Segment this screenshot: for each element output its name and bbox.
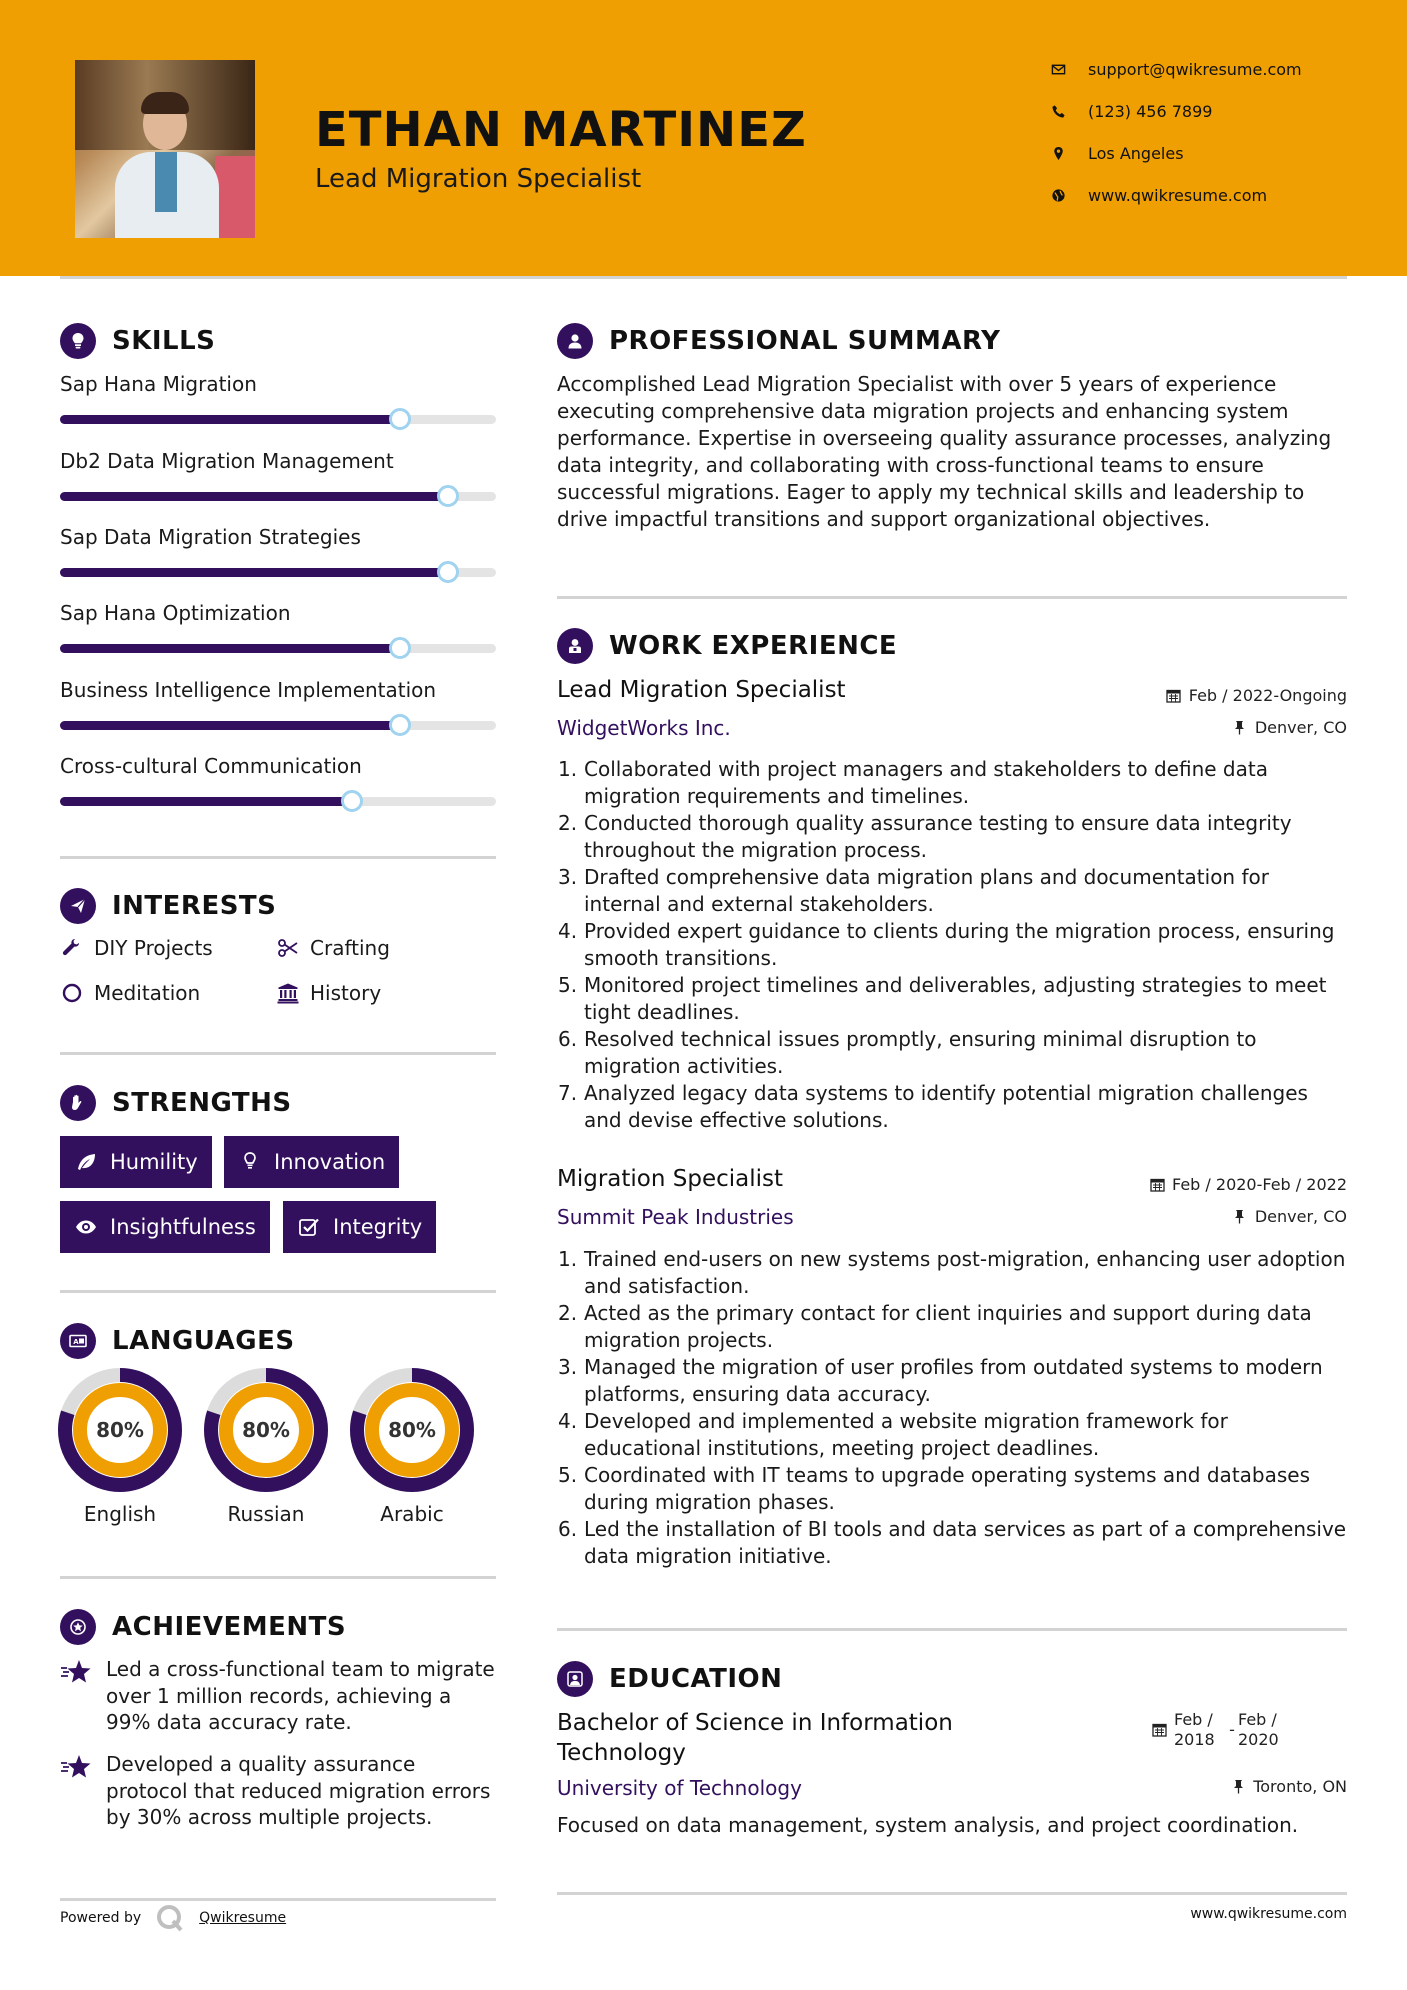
job-dates	[1165, 686, 1347, 705]
job-title: Migration Specialist	[557, 1166, 784, 1192]
language-percent: 80%	[388, 1418, 436, 1442]
education-title: EDUCATION	[609, 1664, 783, 1694]
job-dates	[1148, 1175, 1347, 1194]
contact-email[interactable]	[1050, 60, 1302, 79]
achievement-item	[60, 1656, 500, 1736]
calendar-icon	[1150, 1720, 1168, 1738]
list-item: 4. Provided expert guidance to clients during the migration process, ensuring smooth transitions.	[558, 919, 1335, 970]
lightbulb-icon	[238, 1151, 262, 1173]
skill-knob	[341, 790, 363, 812]
phone-icon	[1050, 104, 1066, 120]
check-square-icon	[297, 1216, 321, 1238]
list-item: 3. Drafted comprehensive data migration plans and documentation for internal and external stakeholders.	[558, 865, 1269, 916]
star-icon	[60, 1751, 94, 1831]
eye-icon	[74, 1216, 98, 1238]
list-item: 1. Trained end-users on new systems post-migration, enhancing user adoption and satisfaction.	[558, 1247, 1346, 1298]
list-item: 5. Coordinated with IT teams to upgrade operating systems and databases during migration phases.	[558, 1463, 1311, 1514]
skill-knob	[389, 408, 411, 430]
achievements-heading	[60, 1609, 346, 1645]
summary-text: Accomplished Lead Migration Specialist with over 5 years of experience executing comprehensive data migration projects and enhancing system performance. Expertise in overseeing quality assurance processes, analyzing data integrity, and collaborating with cross-functional teams to ensure successful migrations. Eager to apply my technical skills and leadership to drive impactful transitions and support organizational objectives.	[557, 372, 1332, 531]
achievements-title: ACHIEVEMENTS	[112, 1612, 347, 1642]
job-bullets	[558, 1246, 1347, 1570]
strength-label: Insightfulness	[110, 1215, 256, 1239]
summary-heading	[557, 323, 1000, 359]
contact-phone[interactable]	[1050, 102, 1212, 121]
education-dates	[1150, 1710, 1290, 1750]
date-separator: -	[1229, 1720, 1235, 1739]
job-dates-text: Feb / 2022-Ongoing	[1188, 686, 1347, 705]
interest-label: History	[310, 981, 382, 1005]
contact-website-text: www.qwikresume.com	[1088, 186, 1268, 205]
header-band	[0, 0, 1407, 276]
list-item: 5. Monitored project timelines and deliverables, adjusting strategies to meet tight deadlines.	[558, 973, 1327, 1024]
languages-heading	[60, 1323, 295, 1359]
section-divider	[60, 1290, 496, 1293]
skill-bar	[60, 797, 496, 806]
contact-location-text: Los Angeles	[1088, 144, 1184, 163]
circle-icon	[60, 981, 84, 1005]
interests-heading	[60, 888, 276, 924]
star-badge-icon	[60, 1609, 96, 1645]
languages-title: LANGUAGES	[112, 1326, 295, 1356]
interest-label: DIY Projects	[94, 936, 213, 960]
star-icon	[60, 1656, 94, 1736]
qwikresume-logo-icon	[155, 1903, 185, 1933]
powered-by	[60, 1903, 286, 1933]
footer-divider	[60, 1898, 496, 1901]
skill-knob	[389, 637, 411, 659]
paper-plane-icon	[60, 888, 96, 924]
candidate-title: Lead Migration Specialist	[315, 164, 642, 194]
hand-icon	[60, 1085, 96, 1121]
language-gauge	[350, 1368, 474, 1526]
school-name: University of Technology	[557, 1776, 802, 1800]
language-name: English	[83, 1502, 157, 1526]
strength-tag	[283, 1201, 436, 1253]
section-divider	[60, 1052, 496, 1055]
contact-website[interactable]	[1050, 186, 1267, 205]
education-location-text: Toronto, ON	[1253, 1777, 1347, 1796]
skill-bar	[60, 415, 496, 424]
svg-text:A: A	[73, 1338, 79, 1346]
section-divider	[557, 1628, 1347, 1631]
job-location	[1231, 718, 1347, 737]
skill-bar	[60, 644, 496, 653]
language-gauge	[58, 1368, 182, 1526]
language-name: Arabic	[380, 1502, 444, 1526]
interest-item	[276, 981, 381, 1005]
footer-divider	[557, 1892, 1347, 1895]
globe-icon	[1050, 188, 1066, 204]
section-divider	[60, 856, 496, 859]
skill-knob	[389, 714, 411, 736]
pushpin-icon	[1231, 719, 1249, 737]
education-heading	[557, 1661, 782, 1697]
skill-knob	[437, 485, 459, 507]
job-bullets	[558, 756, 1347, 1134]
candidate-name: ETHAN MARTINEZ	[315, 102, 807, 158]
education-location	[1229, 1777, 1347, 1796]
skills-title: SKILLS	[112, 326, 216, 356]
language-name: Russian	[227, 1502, 305, 1526]
list-item: 7. Analyzed legacy data systems to identify potential migration challenges and devise effective solutions.	[558, 1081, 1308, 1132]
interests-title: INTERESTS	[112, 891, 277, 921]
strength-tag	[60, 1201, 270, 1253]
job-dates-text: Feb / 2020-Feb / 2022	[1172, 1175, 1347, 1194]
education-end: Feb / 2020	[1238, 1710, 1279, 1749]
education-start: Feb / 2018	[1174, 1710, 1215, 1749]
strength-label: Humility	[110, 1150, 198, 1174]
section-divider	[60, 1576, 496, 1579]
list-item: 3. Managed the migration of user profiles from outdated systems to modern platforms, ensuring data accuracy.	[558, 1355, 1323, 1406]
interest-label: Meditation	[94, 981, 201, 1005]
interest-item	[60, 936, 213, 960]
interest-item	[60, 981, 200, 1005]
contact-email-text: support@qwikresume.com	[1088, 60, 1302, 79]
experience-heading	[557, 628, 897, 664]
skill-bar	[60, 492, 496, 501]
skill-label: Sap Hana Optimization	[60, 601, 291, 625]
skill-label: Db2 Data Migration Management	[60, 449, 394, 473]
scissors-icon	[276, 936, 300, 960]
list-item: 2. Acted as the primary contact for client inquiries and support during data migration projects.	[558, 1301, 1312, 1352]
profile-photo	[75, 60, 255, 238]
strength-label: Integrity	[333, 1215, 423, 1239]
brand-link[interactable]: Qwikresume	[199, 1910, 287, 1926]
experience-title: WORK EXPERIENCE	[609, 631, 898, 661]
skill-label: Sap Hana Migration	[60, 372, 257, 396]
achievement-text: Led a cross-functional team to migrate over 1 million records, achieving a 99% data accuracy rate.	[106, 1657, 495, 1734]
language-percent: 80%	[242, 1418, 290, 1442]
footer-url[interactable]: www.qwikresume.com	[1190, 1906, 1347, 1922]
strengths-title: STRENGTHS	[112, 1088, 292, 1118]
achievement-text: Developed a quality assurance protocol that reduced migration errors by 30% across multiple projects.	[106, 1752, 491, 1829]
contact-phone-text: (123) 456 7899	[1088, 102, 1213, 121]
skill-knob	[437, 561, 459, 583]
skill-label: Business Intelligence Implementation	[60, 678, 437, 702]
skills-heading	[60, 323, 215, 359]
job-title: Lead Migration Specialist	[557, 677, 846, 703]
pushpin-icon	[1231, 1208, 1249, 1226]
interest-item	[276, 936, 390, 960]
job-location-text: Denver, CO	[1254, 718, 1347, 737]
calendar-icon	[1148, 1176, 1166, 1194]
section-divider	[557, 596, 1347, 599]
strength-tag	[60, 1136, 212, 1188]
education-description: Focused on data management, system analysis, and project coordination.	[557, 1813, 1299, 1837]
pushpin-icon	[1229, 1778, 1247, 1796]
skill-label: Sap Data Migration Strategies	[60, 525, 361, 549]
graduate-icon	[557, 1661, 593, 1697]
company-name: WidgetWorks Inc.	[557, 716, 731, 740]
contact-location	[1050, 144, 1184, 163]
lightbulb-icon	[60, 323, 96, 359]
list-item: 6. Led the installation of BI tools and data services as part of a comprehensive data migration initiative.	[558, 1517, 1347, 1568]
calendar-icon	[1165, 687, 1183, 705]
strengths-heading	[60, 1085, 292, 1121]
list-item: 6. Resolved technical issues promptly, ensuring minimal disruption to migration activities.	[558, 1027, 1257, 1078]
company-name: Summit Peak Industries	[557, 1205, 794, 1229]
language-percent: 80%	[96, 1418, 144, 1442]
interest-label: Crafting	[310, 936, 390, 960]
job-location-text: Denver, CO	[1254, 1207, 1347, 1226]
list-item: 2. Conducted thorough quality assurance testing to ensure data integrity throughout the migration process.	[558, 811, 1292, 862]
powered-by-text: Powered by	[60, 1910, 142, 1926]
degree-name: Bachelor of Science in Information Technology	[557, 1710, 953, 1766]
language-icon	[60, 1323, 96, 1359]
envelope-icon	[1050, 62, 1066, 78]
summary-title: PROFESSIONAL SUMMARY	[609, 326, 1001, 356]
header-divider	[60, 276, 1347, 279]
job-location	[1231, 1207, 1347, 1226]
language-gauge	[204, 1368, 328, 1526]
skill-bar	[60, 568, 496, 577]
map-marker-icon	[1050, 146, 1066, 162]
wrench-icon	[60, 936, 84, 960]
strength-tag	[224, 1136, 399, 1188]
leaf-icon	[74, 1151, 98, 1173]
skill-bar	[60, 721, 496, 730]
briefcase-user-icon	[557, 628, 593, 664]
user-icon	[557, 323, 593, 359]
list-item: 4. Developed and implemented a website migration framework for educational institutions, meeting project deadlines.	[558, 1409, 1228, 1460]
list-item: 1. Collaborated with project managers and stakeholders to define data migration requirements and timelines.	[558, 757, 1268, 808]
strength-label: Innovation	[274, 1150, 386, 1174]
institution-icon	[276, 981, 300, 1005]
skill-label: Cross-cultural Communication	[60, 754, 362, 778]
achievement-item	[60, 1751, 500, 1831]
